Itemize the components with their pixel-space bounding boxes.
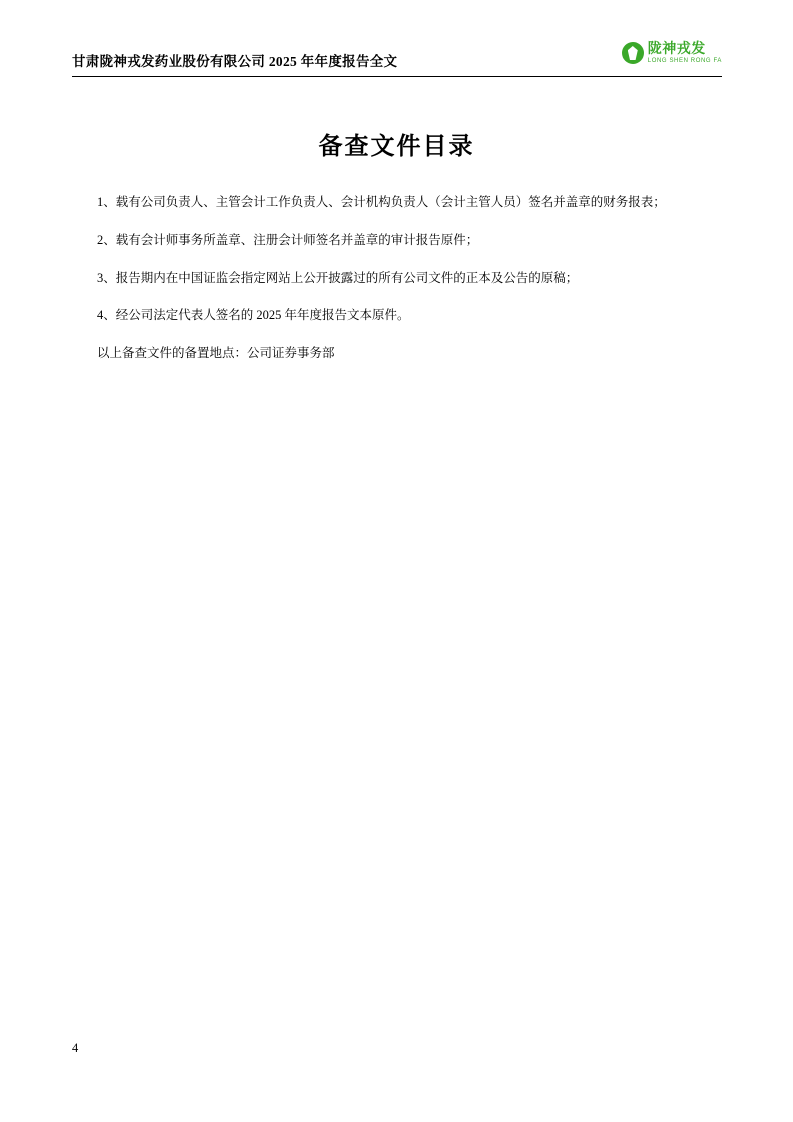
paragraph-3: 3、报告期内在中国证监会指定网站上公开披露过的所有公司文件的正本及公告的原稿； (97, 270, 579, 285)
paragraph-2: 2、载有会计师事务所盖章、注册会计师签名并盖章的审计报告原件； (97, 232, 479, 247)
document-body (97, 193, 717, 382)
leaf-circle-logo-icon (622, 42, 644, 64)
logo-chinese-name: 陇神戎发 (647, 41, 706, 57)
page-number: 4 (72, 1041, 79, 1055)
header-divider (72, 76, 722, 77)
page-title: 备查文件目录 (318, 134, 475, 160)
paragraph-5: 以上备查文件的备置地点：公司证券事务部 (97, 346, 335, 360)
header-title: 甘肃陇神戎发药业股份有限公司 2025 年年度报告全文 (72, 54, 398, 69)
logo-text (648, 42, 722, 64)
company-logo (622, 42, 722, 64)
page-header (72, 41, 722, 80)
logo-english-name: LONG SHEN RONG FA (647, 58, 722, 64)
paragraph-1: 1、载有公司负责人、主管会计工作负责人、会计机构负责人（会计主管人员）签名并盖章的财务报表； (97, 195, 666, 209)
paragraph-4: 4、经公司法定代表人签名的 2025 年年度报告文本原件。 (97, 308, 410, 323)
